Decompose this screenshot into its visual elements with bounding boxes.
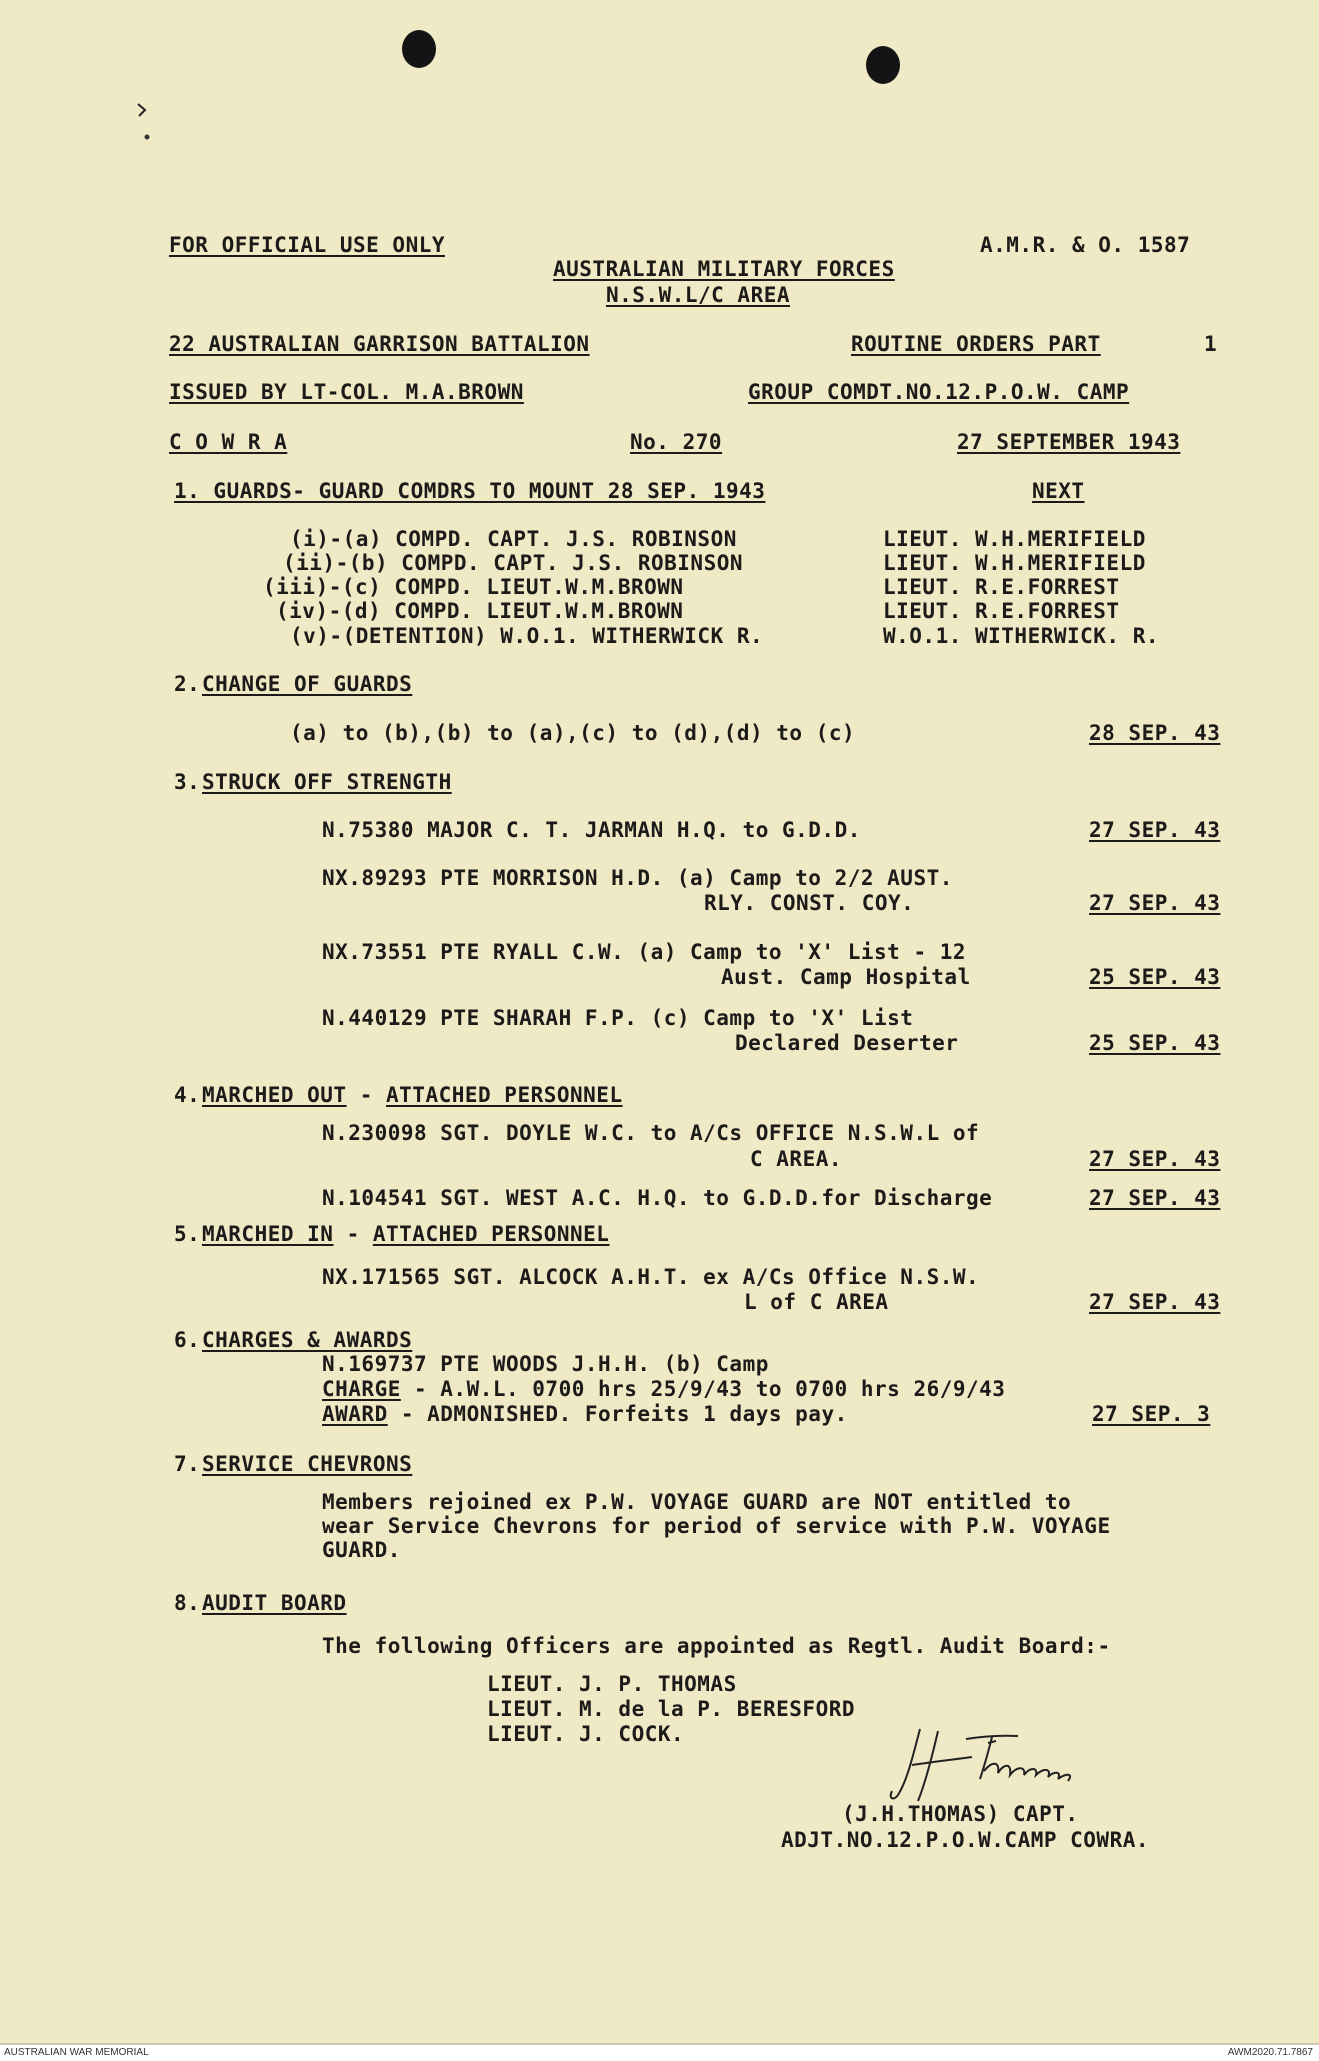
guard-row-label: (iv)-(d) COMPD. LIEUT.W.M.BROWN [276,599,684,623]
section-heading-marched-in [202,1222,609,1246]
board-member: LIEUT. J. COCK. [487,1722,685,1746]
guard-row-next: LIEUT. W.H.MERIFIELD [883,527,1146,551]
entry-date: 28 SEP. 43 [1089,721,1221,745]
entry-line: N.104541 SGT. WEST A.C. H.Q. to G.D.D.for Discharge [322,1186,993,1210]
heading-text: MARCHED OUT [202,1083,347,1107]
section-heading-change-of-guards: CHANGE OF GUARDS [202,672,413,696]
entry-line: Declared Deserter [735,1031,959,1055]
award-line [322,1402,848,1426]
heading-subtext: ATTACHED PERSONNEL [372,1222,610,1246]
orders-part-number: 1 [1204,332,1218,356]
guard-row-label: (i)-(a) COMPD. CAPT. J.S. ROBINSON [290,527,737,551]
archive-name: AUSTRALIAN WAR MEMORIAL [4,2047,149,2058]
archive-footer [0,2045,1319,2061]
issued-by: ISSUED BY LT-COL. M.A.BROWN [169,380,524,404]
ink-mark [137,103,147,117]
entry-line: C AREA. [750,1147,843,1171]
entry-date: 27 SEP. 43 [1089,1186,1221,1210]
section-heading-audit-board: AUDIT BOARD [202,1591,347,1615]
charge-text: - A.W.L. 0700 hrs 25/9/43 to 0700 hrs 26/9/43 [400,1377,1006,1401]
guard-row-label: (v)-(DETENTION) W.O.1. WITHERWICK R. [290,624,764,648]
entry-line: L of C AREA [744,1290,889,1314]
place-name: C O W R A [169,430,288,454]
orders-title: ROUTINE ORDERS PART [851,332,1101,356]
entry-line: NX.73551 PTE RYALL C.W. (a) Camp to 'X' List - 12 [322,940,967,964]
entry-line: N.75380 MAJOR C. T. JARMAN H.Q. to G.D.D. [322,818,861,842]
section-number: 4. [174,1083,201,1107]
signatory-name: (J.H.THOMAS) CAPT. [842,1802,1079,1826]
org-title: AUSTRALIAN MILITARY FORCES [553,257,895,281]
entry-line: RLY. CONST. COY. [704,891,915,915]
guard-row-next: LIEUT. W.H.MERIFIELD [883,551,1146,575]
entry-line: N.440129 PTE SHARAH F.P. (c) Camp to 'X' List [322,1006,914,1030]
guard-change-text: (a) to (b),(b) to (a),(c) to (d),(d) to (c) [290,721,856,745]
section-number: 6. [174,1328,201,1352]
entry-line: NX.89293 PTE MORRISON H.D. (a) Camp to 2/2 AUST. [322,866,953,890]
section-number: 3. [174,770,201,794]
next-column-label: NEXT [1032,479,1085,503]
unit-name: 22 AUSTRALIAN GARRISON BATTALION [169,332,590,356]
org-area: N.S.W.L/C AREA [606,283,791,307]
section-number: 5. [174,1222,201,1246]
charge-label: CHARGE [322,1377,401,1401]
award-label: AWARD [322,1402,388,1426]
section-number: 2. [174,672,201,696]
guard-row-next: LIEUT. R.E.FORREST [883,599,1120,623]
entry-line: NX.171565 SGT. ALCOCK A.H.T. ex A/Cs Office N.S.W. [322,1265,980,1289]
paragraph-line: Members rejoined ex P.W. VOYAGE GUARD are NOT entitled to [322,1490,1072,1514]
archive-reference: AWM2020.71.7867 [1227,2047,1313,2058]
award-text: - ADMONISHED. Forfeits 1 days pay. [387,1402,848,1426]
section-heading-marched-out [202,1083,623,1107]
punch-hole [866,46,900,84]
signatory-title: ADJT.NO.12.P.O.W.CAMP COWRA. [781,1828,1150,1852]
paragraph-line: GUARD. [322,1538,401,1562]
section-heading-service-chevrons: SERVICE CHEVRONS [202,1452,413,1476]
guard-row-next: W.O.1. WITHERWICK. R. [883,624,1160,648]
guard-row-label: (ii)-(b) COMPD. CAPT. J.S. ROBINSON [283,551,744,575]
order-date: 27 SEPTEMBER 1943 [957,430,1181,454]
entry-line: Aust. Camp Hospital [721,965,971,989]
section-heading-charges: CHARGES & AWARDS [202,1328,413,1352]
order-number: No. 270 [630,430,723,454]
board-member: LIEUT. M. de la P. BERESFORD [487,1697,856,1721]
heading-text: MARCHED IN [202,1222,334,1246]
paragraph-line: wear Service Chevrons for period of service with P.W. VOYAGE [322,1514,1111,1538]
guard-row-label: (iii)-(c) COMPD. LIEUT.W.M.BROWN [263,575,684,599]
guard-row-next: LIEUT. R.E.FORREST [883,575,1120,599]
entry-date: 27 SEP. 43 [1089,818,1221,842]
heading-subtext: ATTACHED PERSONNEL [386,1083,623,1107]
charge-line [322,1377,1005,1401]
classification-label: FOR OFFICIAL USE ONLY [169,233,446,257]
entry-line: N.169737 PTE WOODS J.H.H. (b) Camp [322,1352,769,1376]
heading-separator: - [333,1222,373,1246]
entry-date: 27 SEP. 43 [1089,1147,1221,1171]
punch-hole [402,30,436,68]
section-heading-guards: 1. GUARDS- GUARD COMDRS TO MOUNT 28 SEP. 1943 [174,479,766,503]
section-number: 7. [174,1452,201,1476]
entry-date: 27 SEP. 3 [1092,1402,1211,1426]
entry-date: 25 SEP. 43 [1089,965,1221,989]
handwritten-signature [888,1721,1098,1811]
ink-mark [143,133,151,141]
entry-date: 27 SEP. 43 [1089,891,1221,915]
board-member: LIEUT. J. P. THOMAS [487,1672,737,1696]
paragraph-line: The following Officers are appointed as Regtl. Audit Board:- [322,1634,1111,1658]
entry-date: 25 SEP. 43 [1089,1031,1221,1055]
section-number: 8. [174,1591,201,1615]
heading-separator: - [346,1083,387,1107]
form-reference: A.M.R. & O. 1587 [980,233,1191,257]
entry-line: N.230098 SGT. DOYLE W.C. to A/Cs OFFICE N.S.W.L of [322,1121,980,1145]
group-commandant: GROUP COMDT.NO.12.P.O.W. CAMP [748,380,1130,404]
section-heading-struck-off: STRUCK OFF STRENGTH [202,770,452,794]
entry-date: 27 SEP. 43 [1089,1290,1221,1314]
